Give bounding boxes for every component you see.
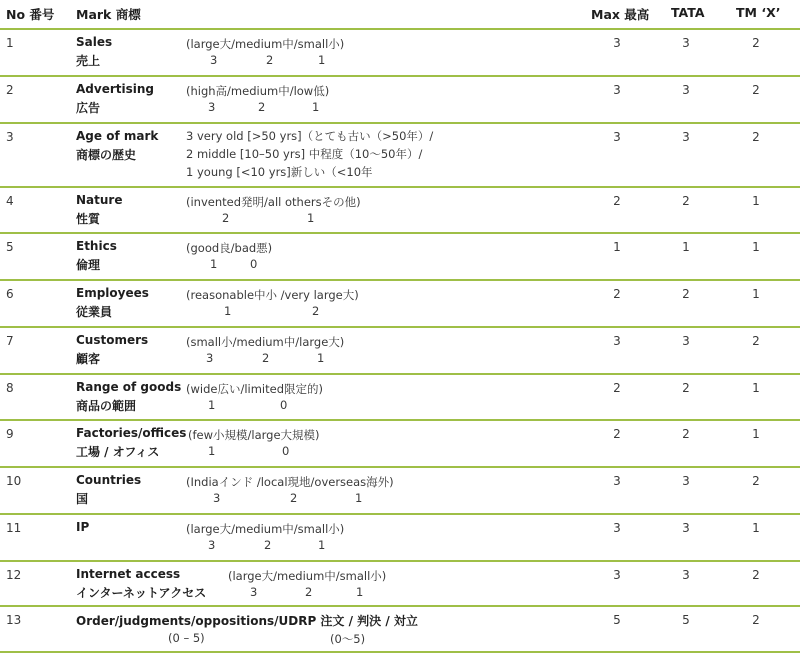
- max-score: 3: [613, 130, 621, 144]
- max-score: 2: [613, 287, 621, 301]
- score-value: 2: [262, 351, 270, 365]
- mark-name-en: Advertising: [76, 82, 154, 96]
- criteria: (wide広い/limited限定的): [186, 382, 323, 396]
- row-number: 5: [6, 240, 14, 254]
- max-score: 3: [613, 521, 621, 535]
- score-value: 3: [213, 491, 221, 505]
- table-row: [0, 562, 800, 607]
- row-number: 9: [6, 427, 14, 441]
- tm-x-score: 1: [752, 381, 760, 395]
- score-value: 1: [307, 211, 315, 225]
- score-value: 0: [282, 444, 290, 458]
- header-tm-x: TM ‘X’: [736, 5, 781, 20]
- mark-name-en: Countries: [76, 473, 142, 487]
- max-score: 3: [613, 568, 621, 582]
- table-header: [0, 0, 800, 30]
- table-row: [0, 281, 800, 328]
- max-score: 1: [613, 240, 621, 254]
- score-value: 2: [222, 211, 230, 225]
- score-value: 3: [206, 351, 214, 365]
- row-number: 3: [6, 130, 14, 144]
- tm-x-score: 2: [752, 474, 760, 488]
- max-score: 2: [613, 194, 621, 208]
- score-value: 2: [266, 53, 274, 67]
- mark-name-jp: 商品の範囲: [76, 399, 137, 413]
- mark-name-en: Ethics: [76, 239, 117, 253]
- table-row: [0, 468, 800, 515]
- row-number: 1: [6, 36, 14, 50]
- tm-x-score: 1: [752, 240, 760, 254]
- score-value: 0: [280, 398, 288, 412]
- tm-x-score: 2: [752, 130, 760, 144]
- criteria: (high高/medium中/low低): [186, 84, 330, 98]
- max-score: 2: [613, 381, 621, 395]
- row-number: 7: [6, 334, 14, 348]
- mark-name-jp: 売上: [76, 54, 101, 68]
- max-score: 3: [613, 36, 621, 50]
- criteria-line: 3 very old [>50 yrs]（とても古い（>50年）/: [186, 129, 434, 143]
- score-value: 1: [208, 444, 216, 458]
- mark-name-jp: 工場 / オフィス: [76, 445, 160, 459]
- score-value: 1: [355, 491, 363, 505]
- mark-name-jp: 倫理: [76, 258, 101, 272]
- table-row: [0, 30, 800, 77]
- max-score: 5: [613, 613, 621, 627]
- mark-name-jp: 商標の歴史: [76, 148, 137, 162]
- criteria: (few小規模/large大規模): [188, 428, 320, 442]
- max-score: 3: [613, 474, 621, 488]
- score-value: 3: [210, 53, 218, 67]
- criteria-line: 2 middle [10–50 yrs] 中程度（10〜50年）/: [186, 147, 423, 161]
- score-value: 1: [317, 351, 325, 365]
- score-value: 2: [312, 304, 320, 318]
- tm-x-score: 2: [752, 334, 760, 348]
- mark-name-jp: インターネットアクセス: [76, 586, 207, 600]
- mark-name-jp: 国: [76, 492, 89, 506]
- tata-score: 2: [682, 381, 690, 395]
- tm-x-score: 2: [752, 83, 760, 97]
- tm-x-score: 1: [752, 287, 760, 301]
- table-row: [0, 77, 800, 124]
- max-score: 3: [613, 83, 621, 97]
- row-number: 8: [6, 381, 14, 395]
- mark-name-jp: 性質: [76, 212, 101, 226]
- mark-name-jp: 従業員: [76, 305, 113, 319]
- row-number: 11: [6, 521, 22, 535]
- tm-x-score: 2: [752, 36, 760, 50]
- score-value: 1: [208, 398, 216, 412]
- tm-x-score: 2: [752, 613, 760, 627]
- score-value: 1: [312, 100, 320, 114]
- table-row: [0, 375, 800, 421]
- score-value: 3: [208, 100, 216, 114]
- criteria: (small小/medium中/large大): [186, 335, 345, 349]
- tm-x-score: 1: [752, 521, 760, 535]
- score-value: 1: [318, 538, 326, 552]
- score-value: 2: [290, 491, 298, 505]
- table-row: [0, 328, 800, 375]
- max-score: 3: [613, 334, 621, 348]
- tm-x-score: 1: [752, 194, 760, 208]
- mark-name-en: Nature: [76, 193, 123, 207]
- score-value: 2: [264, 538, 272, 552]
- mark-name-en: Internet access: [76, 567, 181, 581]
- tata-score: 2: [682, 287, 690, 301]
- table-row: [0, 515, 800, 562]
- tata-score: 3: [682, 83, 690, 97]
- row-number: 13: [6, 613, 22, 627]
- max-score: 2: [613, 427, 621, 441]
- score-value: 0: [250, 257, 258, 271]
- header-no: No 番号: [6, 7, 55, 22]
- table-row: [0, 607, 800, 653]
- mark-name-en: Age of mark: [76, 129, 159, 143]
- mark-name-en: Customers: [76, 333, 149, 347]
- criteria: (large大/medium中/small小): [228, 569, 387, 583]
- tata-score: 3: [682, 334, 690, 348]
- score-value: 1: [318, 53, 326, 67]
- tata-score: 2: [682, 427, 690, 441]
- criteria: (invented発明/all othersその他): [186, 195, 361, 209]
- criteria: (good良/bad悪): [186, 241, 273, 255]
- criteria: (large大/medium中/small小): [186, 522, 345, 536]
- mark-name-jp: 顧客: [76, 352, 101, 366]
- tm-x-score: 2: [752, 568, 760, 582]
- score-value: 1: [210, 257, 218, 271]
- tata-score: 2: [682, 194, 690, 208]
- criteria: (Indiaインド /local現地/overseas海外): [186, 475, 394, 489]
- score-value: 1: [356, 585, 364, 599]
- mark-name-en: Sales: [76, 35, 113, 49]
- row-number: 12: [6, 568, 22, 582]
- score-value: 2: [305, 585, 313, 599]
- header-tata: TATA: [671, 5, 705, 20]
- score-value: 1: [224, 304, 232, 318]
- tata-score: 5: [682, 613, 690, 627]
- header-mark: Mark 商標: [76, 7, 141, 22]
- tata-score: 1: [682, 240, 690, 254]
- tata-score: 3: [682, 521, 690, 535]
- mark-name-en: IP: [76, 520, 90, 534]
- criteria: (large大/medium中/small小): [186, 37, 345, 51]
- tata-score: 3: [682, 36, 690, 50]
- mark-name-en: Employees: [76, 286, 149, 300]
- table-row: [0, 234, 800, 281]
- score-value: 3: [208, 538, 216, 552]
- row-number: 4: [6, 194, 14, 208]
- tata-score: 3: [682, 568, 690, 582]
- table-row: [0, 421, 800, 468]
- tata-score: 3: [682, 130, 690, 144]
- score-range: (0〜5): [330, 632, 366, 646]
- row-number: 10: [6, 474, 22, 488]
- tata-score: 3: [682, 474, 690, 488]
- header-max: Max 最高: [591, 7, 650, 22]
- table-row: [0, 188, 800, 234]
- score-range: (0 – 5): [168, 631, 205, 645]
- row-number: 2: [6, 83, 14, 97]
- mark-name-en: Factories/offices: [76, 426, 187, 440]
- row-number: 6: [6, 287, 14, 301]
- mark-name-en: Range of goods: [76, 380, 182, 394]
- mark-name-jp: 広告: [76, 101, 101, 115]
- criteria: (reasonable中小 /very large大): [186, 288, 359, 302]
- criteria-line: 1 young [<10 yrs]新しい（<10年: [186, 165, 373, 179]
- table-row: [0, 124, 800, 188]
- mark-name-en: Order/judgments/oppositions/UDRP 注文 / 判決 / 対立: [76, 614, 418, 628]
- tm-x-score: 1: [752, 427, 760, 441]
- score-value: 2: [258, 100, 266, 114]
- score-value: 3: [250, 585, 258, 599]
